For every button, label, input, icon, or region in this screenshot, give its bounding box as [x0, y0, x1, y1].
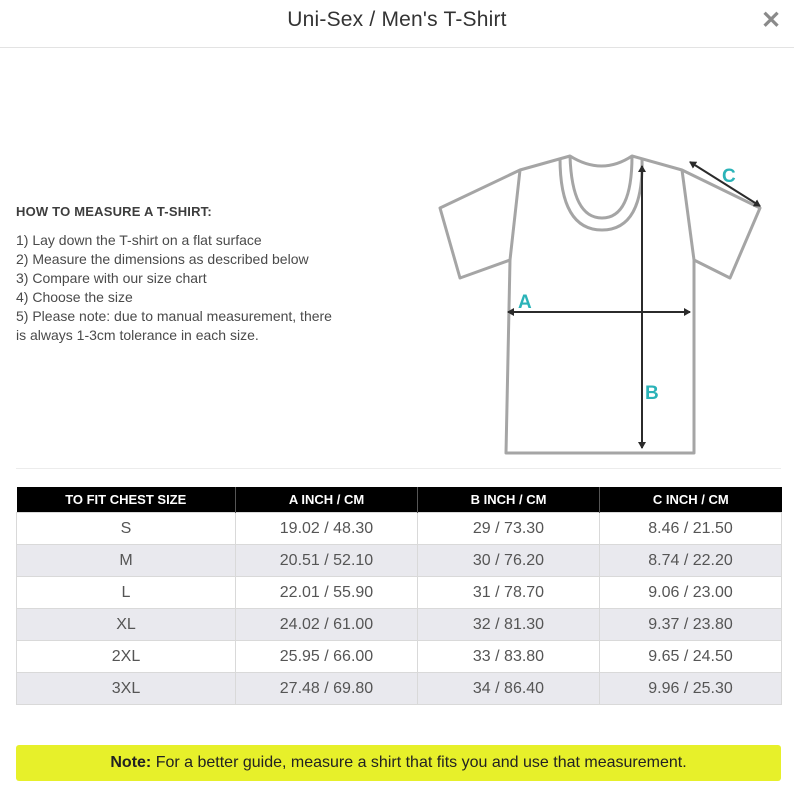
step-line: 3) Compare with our size chart	[16, 270, 207, 286]
label-a: A	[518, 292, 532, 313]
c-cell: 9.06 / 23.00	[600, 577, 782, 609]
size-cell: S	[17, 513, 236, 545]
column-header: B INCH / CM	[418, 487, 600, 513]
a-cell: 25.95 / 66.00	[236, 641, 418, 673]
a-cell: 19.02 / 48.30	[236, 513, 418, 545]
b-cell: 32 / 81.30	[418, 609, 600, 641]
b-cell: 30 / 76.20	[418, 545, 600, 577]
how-to-heading: HOW TO MEASURE A T-SHIRT:	[16, 204, 212, 219]
step-line: 1) Lay down the T-shirt on a flat surface	[16, 232, 262, 248]
table-row	[17, 673, 782, 705]
label-c: C	[722, 166, 736, 187]
note-text: For a better guide, measure a shirt that fits you and use that measurement.	[151, 754, 687, 771]
table-row	[17, 577, 782, 609]
step-line: is always 1-3cm tolerance in each size.	[16, 327, 259, 343]
note-label: Note:	[110, 754, 152, 771]
b-cell: 34 / 86.40	[418, 673, 600, 705]
table-row	[17, 641, 782, 673]
step-line: 5) Please note: due to manual measurement, there	[16, 308, 332, 324]
tshirt-outline	[440, 156, 760, 453]
size-cell: XL	[17, 609, 236, 641]
size-cell: 3XL	[17, 673, 236, 705]
c-cell: 9.65 / 24.50	[600, 641, 782, 673]
how-to-measure	[16, 204, 396, 345]
size-cell: M	[17, 545, 236, 577]
size-cell: 2XL	[17, 641, 236, 673]
c-cell: 9.37 / 23.80	[600, 609, 782, 641]
a-cell: 24.02 / 61.00	[236, 609, 418, 641]
size-cell: L	[17, 577, 236, 609]
size-chart-table	[16, 487, 782, 705]
c-cell: 9.96 / 25.30	[600, 673, 782, 705]
table-row	[17, 513, 782, 545]
column-header: TO FIT CHEST SIZE	[17, 487, 236, 513]
column-header: A INCH / CM	[236, 487, 418, 513]
table-header-row	[17, 487, 782, 513]
step-line: 4) Choose the size	[16, 289, 133, 305]
table-row	[17, 609, 782, 641]
a-cell: 22.01 / 55.90	[236, 577, 418, 609]
how-to-steps	[16, 231, 396, 345]
label-b: B	[645, 383, 659, 404]
b-cell: 29 / 73.30	[418, 513, 600, 545]
b-cell: 33 / 83.80	[418, 641, 600, 673]
modal-title: Uni-Sex / Men's T-Shirt	[287, 8, 507, 31]
column-header: C INCH / CM	[600, 487, 782, 513]
close-icon[interactable]: ✕	[760, 7, 782, 34]
divider	[16, 468, 781, 469]
step-line: 2) Measure the dimensions as described below	[16, 251, 309, 267]
note-banner	[16, 745, 781, 781]
a-cell: 20.51 / 52.10	[236, 545, 418, 577]
tshirt-diagram	[432, 148, 772, 460]
table-row	[17, 545, 782, 577]
b-cell: 31 / 78.70	[418, 577, 600, 609]
modal-header	[0, 0, 794, 48]
c-cell: 8.46 / 21.50	[600, 513, 782, 545]
a-cell: 27.48 / 69.80	[236, 673, 418, 705]
c-cell: 8.74 / 22.20	[600, 545, 782, 577]
